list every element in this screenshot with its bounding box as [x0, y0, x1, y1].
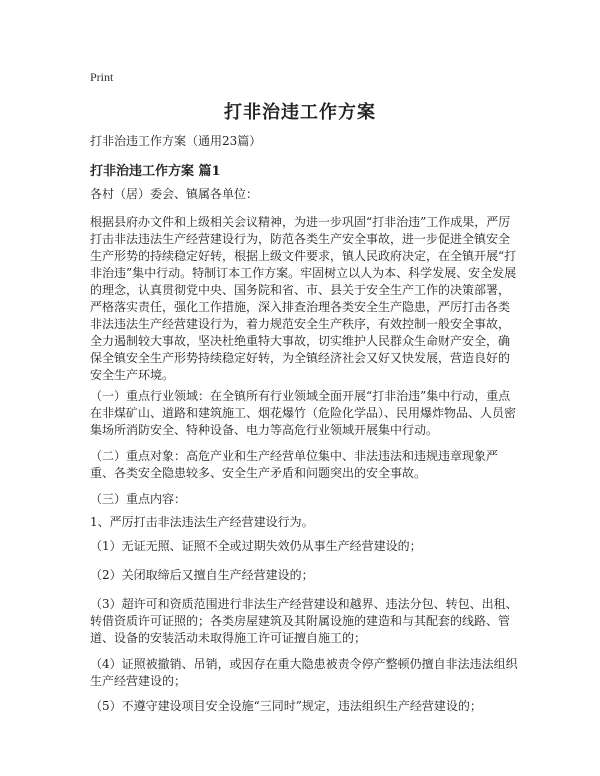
- print-label: Print: [90, 70, 114, 84]
- body-paragraph-intro: 根据县府办文件和上级相关会议精神，为进一步巩固“打非治违”工作成果，严厉打击非法违法生产经营建设行为，防范各类生产安全事故，进一步促进全镇安全生产形势的持续稳定好转，根据上级文件要求，镇人民政府决定，在全镇开展“打非治违”集中行动。特制订本工作方案。牢固树立以人为本、科学发展、安全发展的理念，认真贯彻党中央、国务院和省、市、县关于安全生产工作的决策部署，严格落实责任，强化工作措施，深入排查治理各类安全生产隐患，严厉打击各类非法违法生产经营建设行为，着力规范安全生产秩序，有效控制一般安全事故，全力遏制较大事故，坚决杜绝重特大事故，切实维护人民群众生命财产安全，确保全镇安全生产形势持续稳定好转，为全镇经济社会又好又快发展，营造良好的安全生产环境。: [90, 215, 517, 382]
- body-paragraph-key-targets: （二）重点对象：高危产业和生产经营单位集中、非法违法和违规违章现象严重、各类安全隐患较多、安全生产矛盾和问题突出的安全事故。: [90, 449, 499, 480]
- body-paragraph-item-1-3: （3）超许可和资质范围进行非法生产经营建设和越界、违法分包、转包、出租、转借资质许可证照的；各类房屋建筑及其附属设施的建造和与其配套的线路、管道、设备的安装活动未取得施工许可证擅自施工的；: [90, 597, 518, 645]
- body-paragraph-key-industries: （一）重点行业领域：在全镇所有行业领域全面开展“打非治违”集中行动，重点在非煤矿山、道路和建筑施工、烟花爆竹（危险化学品）、民用爆炸物品、人员密集场所消防安全、特种设备、电力等高危行业领域开展集中行动。: [90, 389, 517, 437]
- body-paragraph-item-1: 1、严厉打击非法违法生产经营建设行为。: [90, 515, 314, 529]
- document-title: 打非治违工作方案: [224, 102, 376, 123]
- document-subtitle: 打非治违工作方案（通用23篇）: [90, 134, 262, 148]
- salutation-paragraph: 各村（居）委会、镇属各单位：: [90, 187, 259, 201]
- body-paragraph-item-1-4: （4）证照被撤销、吊销，或因存在重大隐患被责令停产整顿仍擅自非法违法组织生产经营建设的；: [90, 657, 518, 688]
- body-paragraph-item-1-2: （2）关闭取缔后又擅自生产经营建设的；: [90, 568, 314, 582]
- body-paragraph-key-content: （三）重点内容：: [90, 492, 187, 506]
- section-heading: 打非治违工作方案 篇1: [90, 164, 221, 179]
- body-paragraph-item-1-5: （5）不遵守建设项目安全设施“三同时”规定，违法组织生产经营建设的；: [90, 699, 482, 713]
- body-paragraph-item-1-1: （1）无证无照、证照不全或过期失效仍从事生产经营建设的；: [90, 539, 422, 553]
